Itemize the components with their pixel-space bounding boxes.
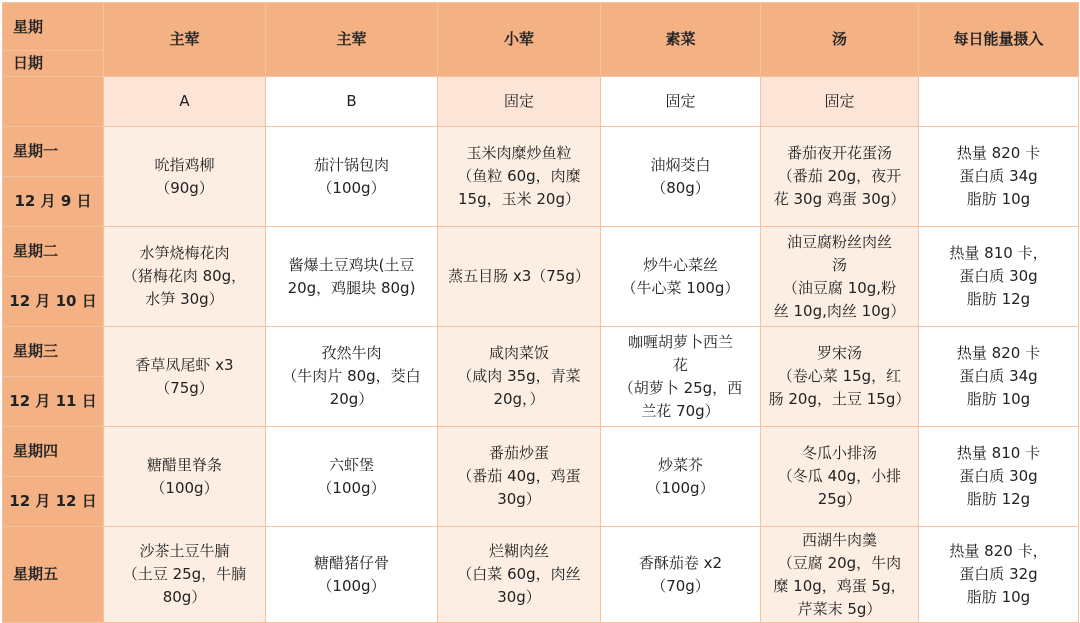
cell-small-meat (438, 427, 601, 527)
cell-line: 热量 810 卡 (956, 444, 1041, 462)
cell-line: 油焖茭白 (650, 155, 711, 174)
date-label: 12 月 11 日 (3, 377, 104, 427)
cell-small-meat (438, 327, 601, 427)
cell-line: 糜 10g，鸡蛋 5g， (773, 576, 906, 595)
cell-line: （80g） (651, 178, 710, 197)
cell-line: 水笋 30g） (145, 290, 224, 308)
cell-vegetable (601, 127, 761, 227)
cell-line: （100g） (317, 576, 386, 595)
cell-main-a (104, 127, 266, 227)
cell-main-b (266, 327, 438, 427)
cell-line: （鱼粒 60g，肉糜 (457, 167, 581, 185)
cell-line: （白菜 60g，肉丝 (457, 565, 581, 583)
cell-line: 蛋白质 32g (959, 565, 1038, 583)
cell-line: （番茄 20g，夜开 (777, 167, 902, 185)
cell-line: 热量 820 卡 (956, 144, 1041, 162)
cell-line: 炒菜芥 (657, 455, 703, 474)
cell-line: 脂肪 10g (966, 190, 1031, 208)
cell-line: （卷心菜 15g，红 (777, 367, 902, 385)
cell-line: （100g） (150, 478, 219, 497)
subheader-fixed-soup: 固定 (761, 77, 919, 127)
cell-main-a (104, 527, 266, 623)
cell-line: 烂糊肉丝 (488, 542, 549, 560)
cell-vegetable (601, 527, 761, 623)
corner-cell (3, 3, 104, 77)
cell-line: 糖醋猪仔骨 (313, 553, 389, 572)
cell-main-b (266, 427, 438, 527)
weekday-label: 星期三 (3, 327, 104, 377)
header-main-a: 主荤 (104, 3, 266, 77)
cell-line: 水笋烧梅花肉 (139, 244, 230, 262)
cell-soup (761, 127, 919, 227)
header-energy: 每日能量摄入 (919, 3, 1079, 77)
cell-line: 兰花 70g） (641, 401, 720, 420)
date-label: 12 月 12 日 (3, 477, 104, 527)
cell-line: 花 (672, 355, 688, 374)
cell-line: 罗宋汤 (816, 344, 862, 362)
day-row (3, 127, 1079, 177)
cell-vegetable (601, 227, 761, 327)
cell-energy (919, 327, 1079, 427)
subheader-row (3, 77, 1079, 127)
cell-line: 香酥茄卷 x2 (638, 553, 723, 572)
cell-line: 炒牛心菜丝 (642, 255, 718, 274)
date-label: 12 月 9 日 (3, 177, 104, 227)
cell-energy (919, 127, 1079, 227)
header-small-meat: 小荤 (438, 3, 601, 77)
cell-line: 芹菜末 5g） (797, 599, 882, 618)
cell-small-meat (438, 227, 601, 327)
cell-line: （牛心菜 100g） (621, 278, 740, 297)
cell-small-meat (438, 527, 601, 623)
cell-line: 孜然牛肉 (321, 344, 382, 362)
cell-small-meat (438, 127, 601, 227)
cell-main-b (266, 127, 438, 227)
corner-date-label: 日期 (13, 54, 44, 72)
cell-line: 咖喱胡萝卜西兰 (627, 332, 733, 351)
cell-line: 咸肉菜饭 (488, 344, 549, 362)
cell-line: 油豆腐粉丝肉丝 (786, 232, 892, 251)
cell-main-a (104, 327, 266, 427)
subheader-a: A (104, 77, 266, 127)
cell-line: 80g） (162, 588, 207, 606)
day-row (3, 227, 1079, 277)
cell-line: 糖醋里脊条 (146, 455, 222, 474)
cell-line: 蛋白质 34g (959, 167, 1038, 185)
cell-line: （90g） (155, 178, 214, 197)
cell-line: 番茄夜开花蛋汤 (786, 144, 892, 162)
corner-weekday-label: 星期 (3, 3, 103, 51)
cell-energy (919, 227, 1079, 327)
cell-line: （土豆 25g，牛腩 (122, 565, 247, 583)
cell-line: 25g） (817, 490, 862, 508)
cell-line: 20g，） (493, 390, 545, 408)
cell-line: 蛋白质 34g (959, 367, 1038, 385)
subheader-fixed-veg: 固定 (601, 77, 761, 127)
cell-line: 吮指鸡柳 (154, 155, 215, 174)
day-row (3, 527, 1079, 575)
header-soup: 汤 (761, 3, 919, 77)
cell-vegetable (601, 327, 761, 427)
cell-line: （75g） (155, 378, 214, 397)
cell-line: 西湖牛肉羹 (801, 530, 877, 549)
day-row (3, 427, 1079, 477)
cell-main-a (104, 427, 266, 527)
day-row (3, 327, 1079, 377)
cell-line: 脂肪 10g (966, 390, 1031, 408)
cell-line: 20g，鸡腿块 80g) (287, 278, 416, 297)
cell-line: 蛋白质 30g (959, 467, 1038, 485)
cell-main-b (266, 527, 438, 623)
subheader-energy (919, 77, 1079, 127)
cell-line: 酱爆土豆鸡块(土豆 (288, 255, 415, 274)
cell-line: 热量 820 卡， (949, 542, 1048, 560)
cell-line: （100g） (317, 478, 386, 497)
cell-line: 15g，玉米 20g） (458, 190, 580, 208)
header-main-b: 主荤 (266, 3, 438, 77)
cell-line: 汤 (831, 255, 847, 274)
cell-line: 脂肪 10g (966, 588, 1031, 606)
weekday-label: 星期一 (3, 127, 104, 177)
cell-energy (919, 427, 1079, 527)
cell-line: （100g） (646, 478, 715, 497)
cell-line: 沙茶土豆牛腩 (139, 542, 230, 560)
weekday-label: 星期四 (3, 427, 104, 477)
cell-soup (761, 527, 919, 623)
cell-line: （番茄 40g，鸡蛋 (457, 467, 581, 485)
subheader-corner (3, 77, 104, 127)
cell-energy (919, 527, 1079, 623)
cell-line: 脂肪 12g (966, 490, 1031, 508)
weekly-menu-table (2, 2, 1079, 623)
cell-line: （100g） (317, 178, 386, 197)
date-label: 12 月 10 日 (3, 277, 104, 327)
cell-line: 热量 820 卡 (956, 344, 1041, 362)
cell-line: （豆腐 20g，牛肉 (777, 553, 902, 572)
cell-line: 20g） (329, 390, 374, 408)
cell-line: （咸肉 35g，青菜 (457, 367, 581, 385)
cell-line: 冬瓜小排汤 (801, 444, 877, 462)
subheader-b: B (266, 77, 438, 127)
cell-main-b (266, 227, 438, 327)
cell-line: 香草凤尾虾 x3 (135, 355, 234, 374)
cell-soup (761, 227, 919, 327)
cell-line: 30g） (497, 490, 541, 508)
cell-line: 脂肪 12g (966, 290, 1031, 308)
weekday-label: 星期五 (3, 527, 104, 623)
cell-line: 30g） (497, 588, 541, 606)
cell-line: （冬瓜 40g，小排 (777, 467, 902, 485)
cell-line: 玉米肉糜炒鱼粒 (466, 144, 572, 162)
cell-line: （油豆腐 10g,粉 (782, 278, 897, 297)
header-row (3, 3, 1079, 77)
cell-line: （胡萝卜 25g，西 (618, 378, 743, 397)
cell-soup (761, 327, 919, 427)
weekday-label: 星期二 (3, 227, 104, 277)
cell-line: 六虾堡 (328, 455, 374, 474)
cell-line: （70g） (651, 576, 710, 595)
subheader-fixed-small: 固定 (438, 77, 601, 127)
cell-line: 蛋白质 30g (959, 267, 1038, 285)
cell-line: （猪梅花肉 80g， (122, 267, 247, 285)
cell-line: 热量 810 卡， (949, 244, 1048, 262)
cell-soup (761, 427, 919, 527)
cell-line: 肠 20g，土豆 15g） (768, 390, 911, 408)
cell-main-a (104, 227, 266, 327)
cell-line: 蒸五目肠 x3（75g） (448, 267, 590, 285)
cell-line: 番茄炒蛋 (488, 444, 549, 462)
cell-line: （牛肉片 80g，茭白 (282, 367, 421, 385)
cell-vegetable (601, 427, 761, 527)
cell-line: 花 30g 鸡蛋 30g） (773, 190, 906, 208)
header-vegetable: 素菜 (601, 3, 761, 77)
cell-line: 丝 10g,肉丝 10g） (773, 301, 906, 320)
cell-line: 茄汁锅包肉 (313, 155, 389, 174)
